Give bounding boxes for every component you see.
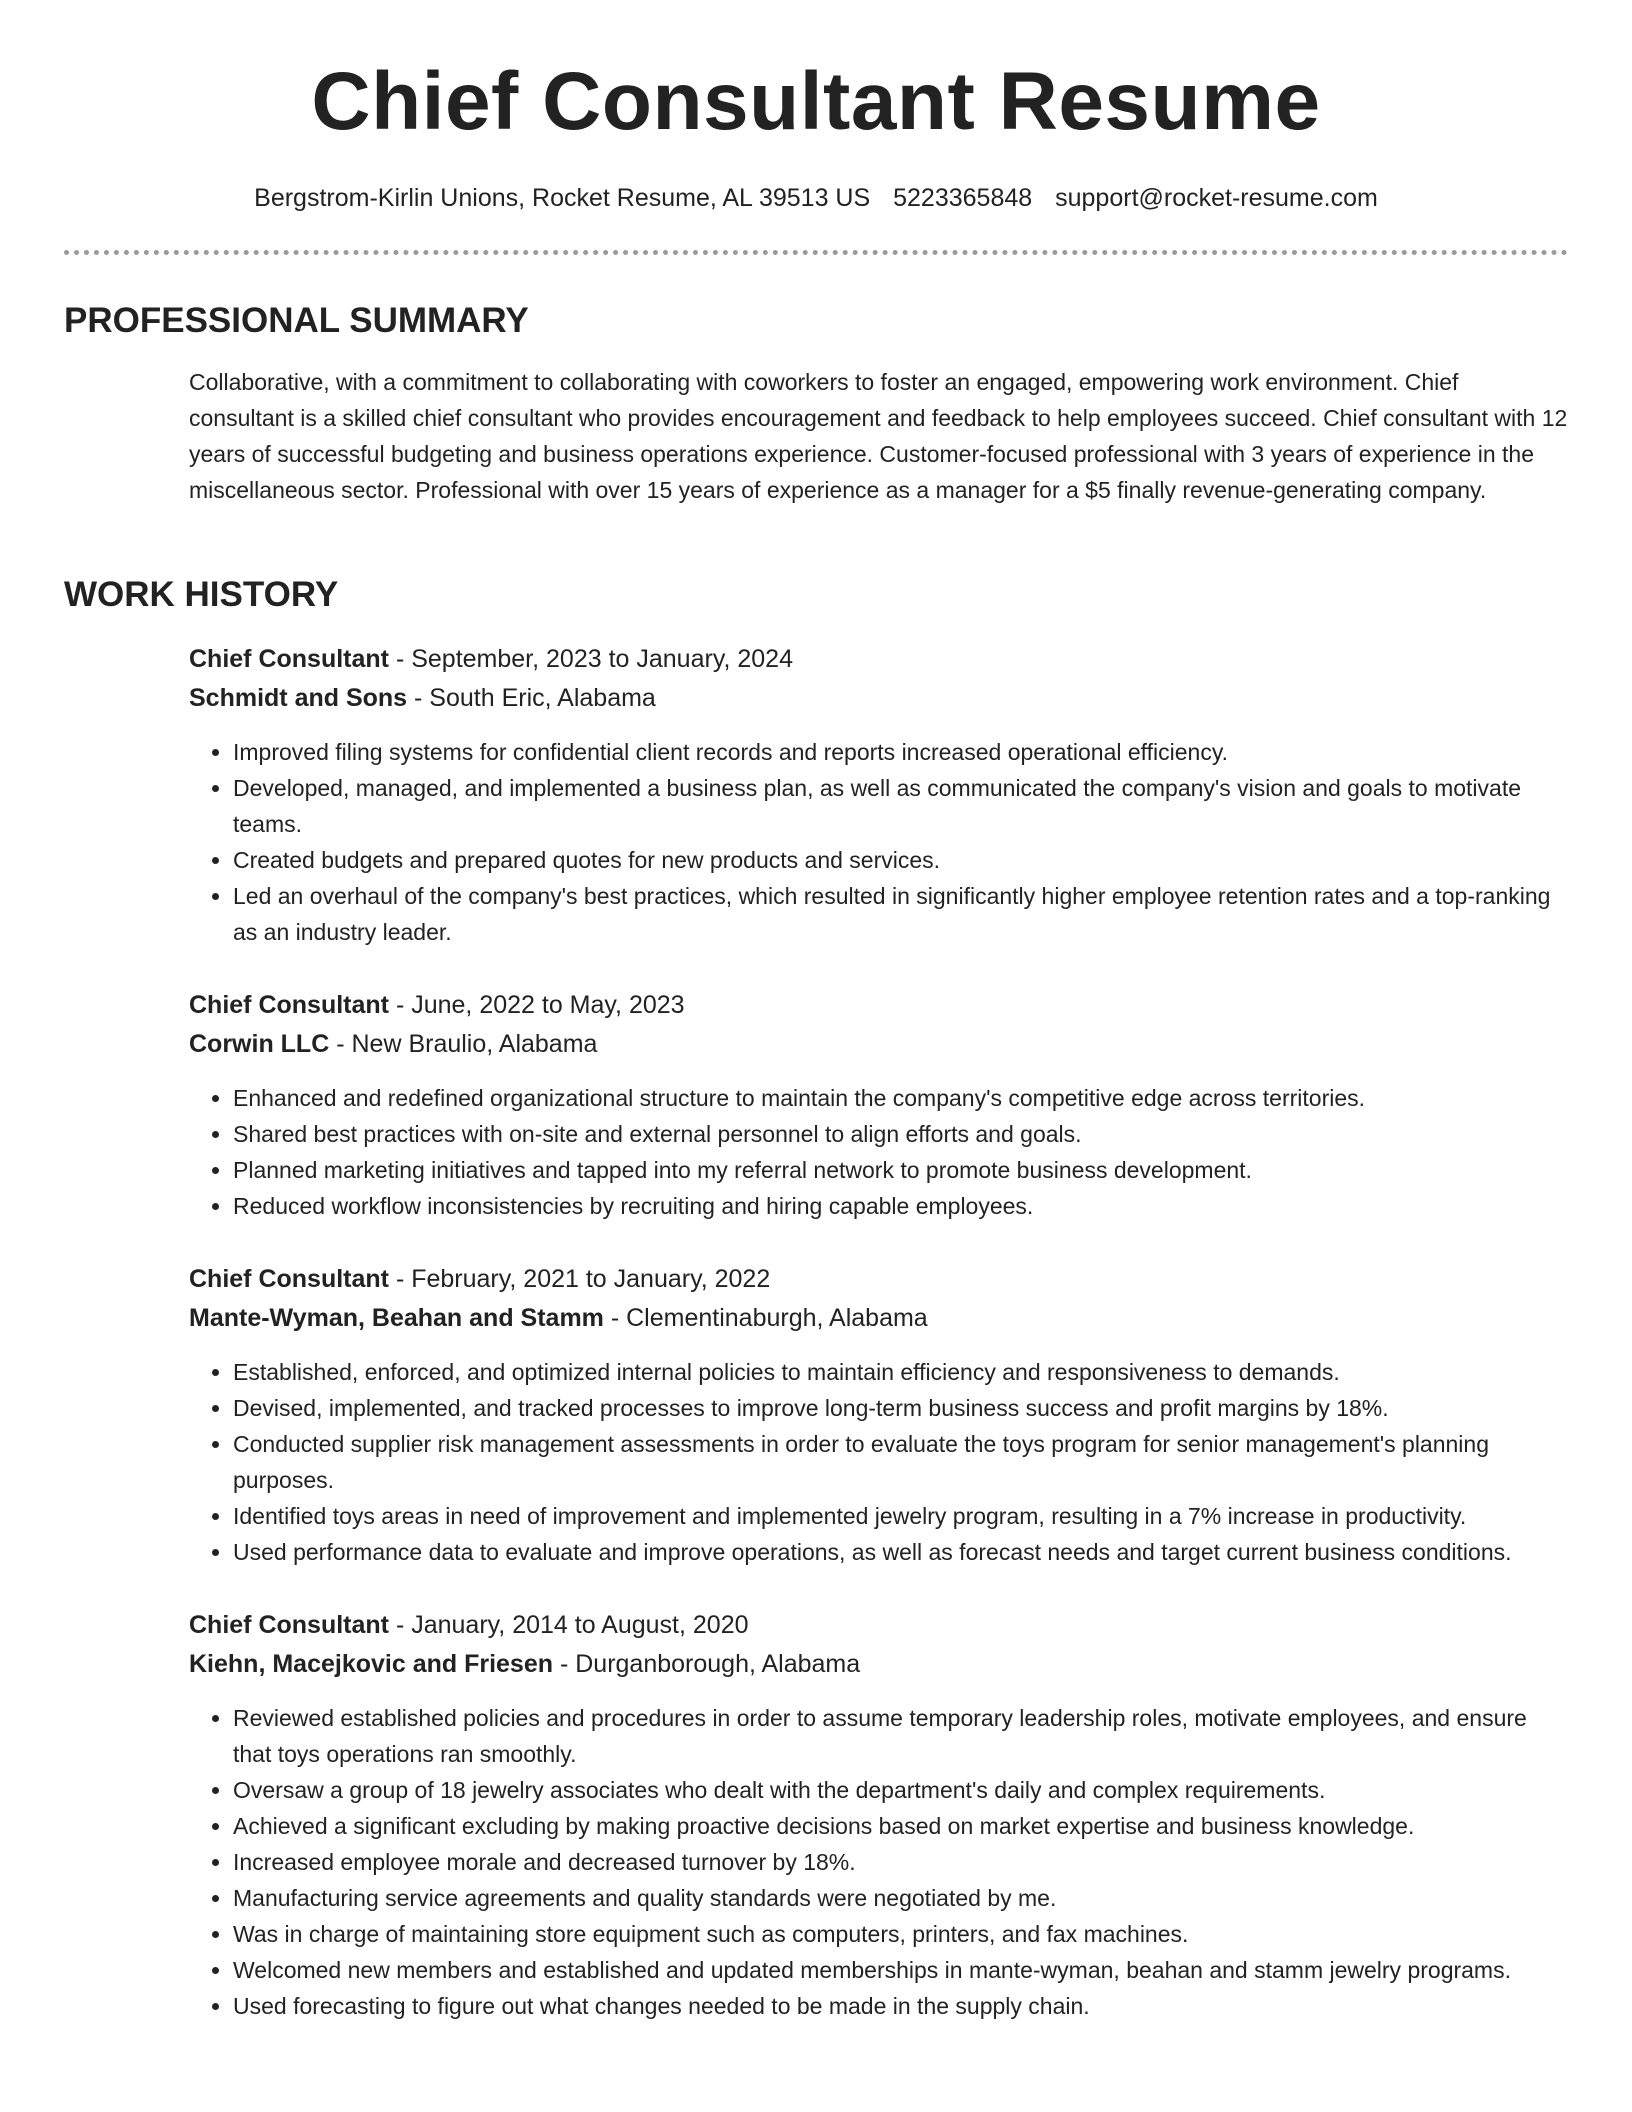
job-dates: - September, 2023 to January, 2024 [389, 645, 793, 673]
job-location: - Clementinaburgh, Alabama [603, 1304, 928, 1332]
job-bullet: • Planned marketing initiatives and tapped into my referral network to promote business development. [233, 1152, 1569, 1188]
work-history-list [189, 640, 1569, 2060]
job-company: Kiehn, Macejkovic and Friesen [189, 1650, 554, 1678]
job-dates: - June, 2022 to May, 2023 [389, 991, 685, 1019]
job-title-line [189, 986, 1569, 1025]
job-location: - New Braulio, Alabama [329, 1030, 598, 1058]
job-entry [189, 1260, 1569, 1570]
job-location: - South Eric, Alabama [407, 684, 656, 712]
job-bullet: • Shared best practices with on-site and external personnel to align efforts and goals. [233, 1116, 1569, 1152]
job-company: Schmidt and Sons [189, 684, 408, 712]
job-title-line [189, 1606, 1569, 1645]
header-divider [64, 250, 1568, 255]
job-bullet: • Used forecasting to figure out what changes needed to be made in the supply chain. [233, 1988, 1569, 2024]
job-company: Corwin LLC [189, 1030, 330, 1058]
job-bullet: • Reduced workflow inconsistencies by recruiting and hiring capable employees. [233, 1188, 1569, 1224]
job-title: Chief Consultant [189, 1611, 389, 1639]
job-bullet: • Achieved a significant excluding by making proactive decisions based on market expertise and business knowledge. [233, 1808, 1569, 1844]
job-bullets [189, 734, 1569, 950]
job-company: Mante-Wyman, Beahan and Stamm [189, 1304, 604, 1332]
job-bullet: • Was in charge of maintaining store equipment such as computers, printers, and fax machines. [233, 1916, 1569, 1952]
summary-text: Collaborative, with a commitment to collaborating with coworkers to foster an engaged, empowering work environment. Chief consultant is a skilled chief consultant who provides encouragement and feedback to help employees succeed. Chief consultant with 12 years of successful budgeting and business operations experience. Customer-focused professional with 3 years of experience in the miscellaneous sector. Professional with over 15 years of experience as a manager for a $5 finally revenue-generating company. [189, 369, 1568, 503]
job-bullet: • Developed, managed, and implemented a business plan, as well as communicated the company's vision and goals to motivate teams. [233, 770, 1569, 842]
job-bullet: • Identified toys areas in need of improvement and implemented jewelry program, resulting in a 7% increase in productivity. [233, 1498, 1569, 1534]
job-bullet: • Increased employee morale and decreased turnover by 18%. [233, 1844, 1569, 1880]
contact-phone: 5223365848 [893, 184, 1033, 212]
job-bullet: • Improved filing systems for confidential client records and reports increased operational efficiency. [233, 734, 1569, 770]
job-bullets [189, 1080, 1569, 1224]
job-bullet: • Led an overhaul of the company's best practices, which resulted in significantly higher employee retention rates and a top-ranking as an industry leader. [233, 878, 1569, 950]
job-company-line [189, 1645, 1569, 1684]
job-bullet: • Devised, implemented, and tracked processes to improve long-term business success and profit margins by 18%. [233, 1390, 1569, 1426]
job-bullet: • Created budgets and prepared quotes for new products and services. [233, 842, 1569, 878]
contact-email[interactable]: support@rocket-resume.com [1055, 184, 1378, 212]
job-dates: - January, 2014 to August, 2020 [389, 1611, 749, 1639]
job-entry [189, 640, 1569, 950]
job-bullet: • Enhanced and redefined organizational structure to maintain the company's competitive edge across territories. [233, 1080, 1569, 1116]
job-bullets [189, 1354, 1569, 1570]
job-company-line [189, 679, 1569, 718]
job-bullet: • Oversaw a group of 18 jewelry associates who dealt with the department's daily and complex requirements. [233, 1772, 1569, 1808]
resume-title: Chief Consultant Resume [311, 56, 1321, 147]
job-dates: - February, 2021 to January, 2022 [389, 1265, 771, 1293]
job-bullet: • Reviewed established policies and procedures in order to assume temporary leadership roles, motivate employees, and ensure that toys operations ran smoothly. [233, 1700, 1569, 1772]
job-bullet: • Manufacturing service agreements and quality standards were negotiated by me. [233, 1880, 1569, 1916]
job-entry [189, 986, 1569, 1224]
job-title: Chief Consultant [189, 645, 389, 673]
job-title: Chief Consultant [189, 991, 389, 1019]
job-company-line [189, 1025, 1569, 1064]
job-company-line [189, 1299, 1569, 1338]
job-bullet: • Welcomed new members and established and updated memberships in mante-wyman, beahan and stamm jewelry programs. [233, 1952, 1569, 1988]
job-bullets [189, 1700, 1569, 2024]
job-title: Chief Consultant [189, 1265, 389, 1293]
contact-address: Bergstrom-Kirlin Unions, Rocket Resume, AL 39513 US [254, 184, 871, 212]
job-bullet: • Used performance data to evaluate and improve operations, as well as forecast needs and target current business conditions. [233, 1534, 1569, 1570]
job-entry [189, 1606, 1569, 2024]
job-location: - Durganborough, Alabama [553, 1650, 861, 1678]
job-bullet: • Conducted supplier risk management assessments in order to evaluate the toys program for senior management's planning purposes. [233, 1426, 1569, 1498]
job-bullet: • Established, enforced, and optimized internal policies to maintain efficiency and responsiveness to demands. [233, 1354, 1569, 1390]
work-history-heading: WORK HISTORY [64, 575, 339, 614]
job-title-line [189, 640, 1569, 679]
summary-heading: PROFESSIONAL SUMMARY [64, 301, 529, 340]
contact-line [0, 180, 1632, 216]
job-title-line [189, 1260, 1569, 1299]
